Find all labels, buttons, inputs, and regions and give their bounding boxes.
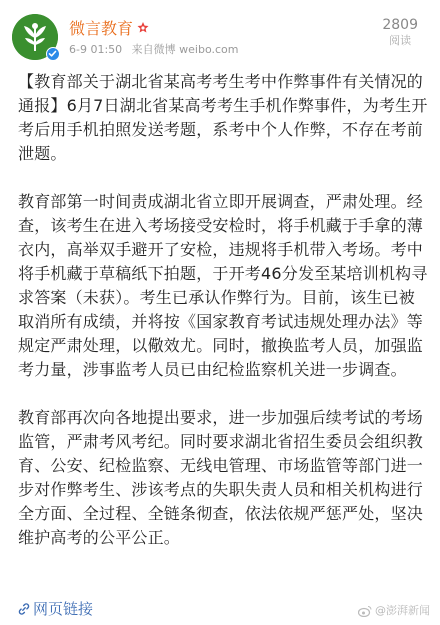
post-paragraph: 教育部第一时间责成湖北省立即开展调查，严肃处理。经查，该考生在进入考场接受安检时，将手机藏于手拿的薄衣内，高举双手避开了安检，违规将手机带入考场。考中将手机藏于草稿纸下拍题，于开考46分发至某培训机构寻求答案（未获）。考生已承认作弊行为。目前，该生已被取消所有成绩，并将按《国家教育考试违规处理办法》等规定严肃处理，以儆效尤。同时，撤换监考人员，加强监考力量，涉事监考人员已由纪检监察机关进一步调查。 bbox=[18, 192, 428, 379]
link-icon bbox=[17, 602, 31, 616]
post-meta bbox=[69, 41, 239, 57]
member-badge-icon bbox=[136, 20, 150, 34]
view-count: 2809 bbox=[382, 17, 418, 33]
post-paragraph: 教育部再次向各地提出要求，进一步加强后续考试的考场监管，严肃考风考纪。同时要求湖北省招生委员会组织教育、公安、纪检监察、无线电管理、市场监管等部门进一步对作弊考生、涉该考点的失职失责人员和相关机构进行全方面、全过程、全链条彻查，依法依规严惩严处，坚决维护高考的公平公正。 bbox=[18, 408, 424, 547]
view-label: 阅读 bbox=[389, 34, 412, 47]
author-name-label[interactable]: 微言教育 bbox=[69, 19, 134, 38]
post-timestamp: 6-9 01:50 bbox=[69, 43, 123, 56]
view-counter bbox=[382, 17, 418, 48]
watermark bbox=[358, 602, 430, 618]
web-link[interactable] bbox=[17, 598, 93, 619]
weibo-logo-icon bbox=[358, 605, 372, 617]
post-body bbox=[18, 70, 428, 550]
verified-badge-icon bbox=[46, 47, 60, 61]
post-paragraph: 【教育部关于湖北省某高考考生考中作弊事件有关情况的通报】6月7日湖北省某高考考生手机作弊事件，为考生开考后用手机拍照发送考题，系考中个人作弊，不存在考前泄题。 bbox=[18, 72, 428, 163]
post-source: 来自微博 weibo.com bbox=[131, 43, 239, 56]
post-header bbox=[0, 0, 440, 62]
author-name[interactable] bbox=[69, 16, 150, 39]
web-link-label[interactable]: 网页链接 bbox=[33, 600, 94, 618]
watermark-text: @澎湃新闻 bbox=[375, 604, 430, 617]
